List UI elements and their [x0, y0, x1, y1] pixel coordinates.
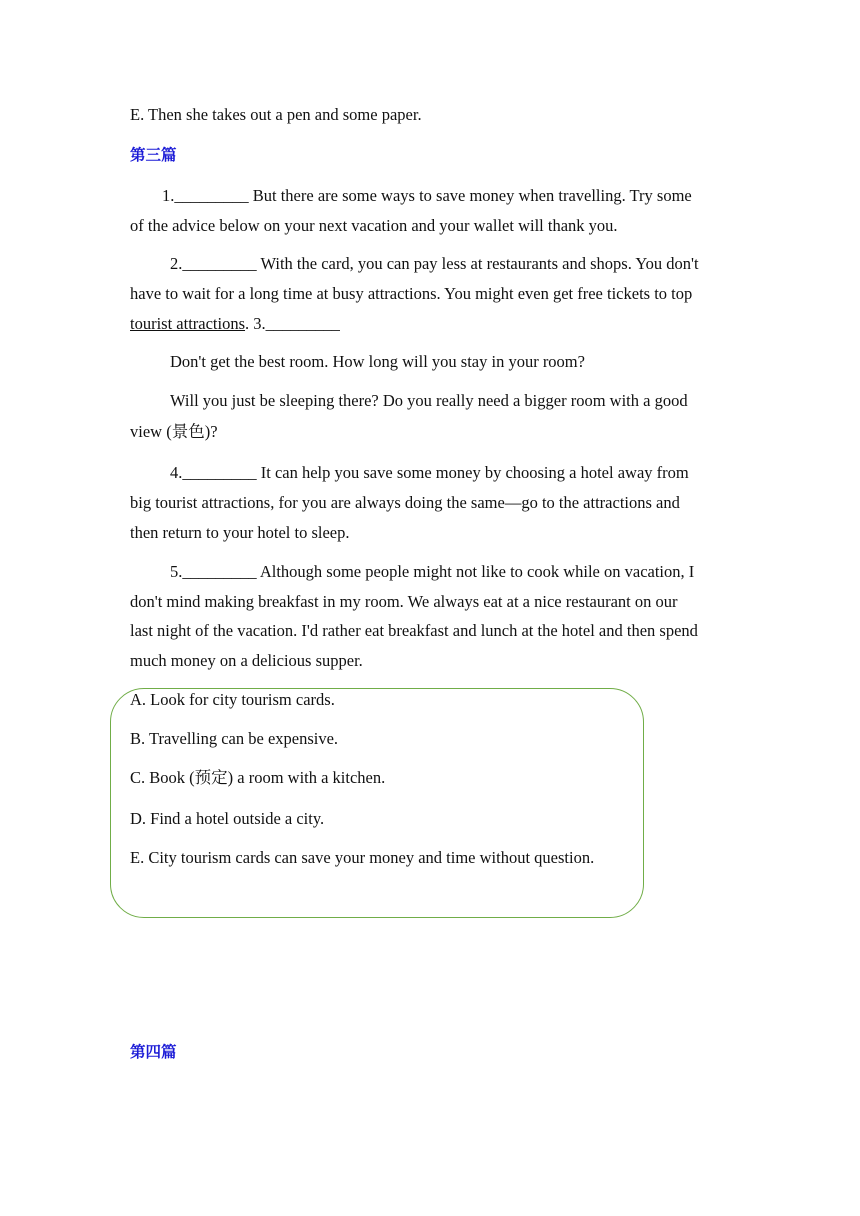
section-3-heading: 第三篇 — [130, 146, 177, 164]
option-d: D. Find a hotel outside a city. — [130, 809, 325, 828]
para5-line2: big tourist attractions, for you are always doing the same—go to the attractions and — [130, 493, 680, 512]
previous-option-e: E. Then she takes out a pen and some paper. — [130, 105, 422, 124]
para2-line1: 2._________ With the card, you can pay less at restaurants and shops. You don't — [170, 254, 699, 273]
para1-line1: 1._________ But there are some ways to save money when travelling. Try some — [162, 186, 692, 205]
para6-line1: 5._________ Although some people might not like to cook while on vacation, I — [170, 562, 695, 581]
para3-line1: Don't get the best room. How long will you stay in your room? — [170, 352, 585, 371]
option-e: E. City tourism cards can save your money and time without question. — [130, 848, 595, 867]
para1-line2: of the advice below on your next vacation and your wallet will thank you. — [130, 216, 618, 235]
blank-3: . 3._________ — [245, 314, 340, 333]
para6-line3: last night of the vacation. I'd rather eat breakfast and lunch at the hotel and then spend — [130, 621, 698, 640]
para5-line1: 4._________ It can help you save some money by choosing a hotel away from — [170, 463, 689, 482]
underlined-tourist-attractions: tourist attractions — [130, 314, 246, 333]
para6-line2: don't mind making breakfast in my room. We always eat at a nice restaurant on our — [130, 592, 678, 611]
para4-line2: view (景色)? — [130, 422, 218, 441]
option-b: B. Travelling can be expensive. — [130, 729, 339, 748]
para2-line3 — [130, 314, 340, 334]
section-4-heading: 第四篇 — [130, 1043, 177, 1061]
para4-line1: Will you just be sleeping there? Do you really need a bigger room with a good — [170, 391, 688, 410]
para2-line2: have to wait for a long time at busy attractions. You might even get free tickets to top — [130, 284, 693, 303]
option-a: A. Look for city tourism cards. — [130, 690, 335, 709]
para6-line4: much money on a delicious supper. — [130, 651, 363, 670]
option-c: C. Book (预定) a room with a kitchen. — [130, 768, 386, 787]
para5-line3: then return to your hotel to sleep. — [130, 523, 350, 542]
options-box — [110, 688, 644, 918]
